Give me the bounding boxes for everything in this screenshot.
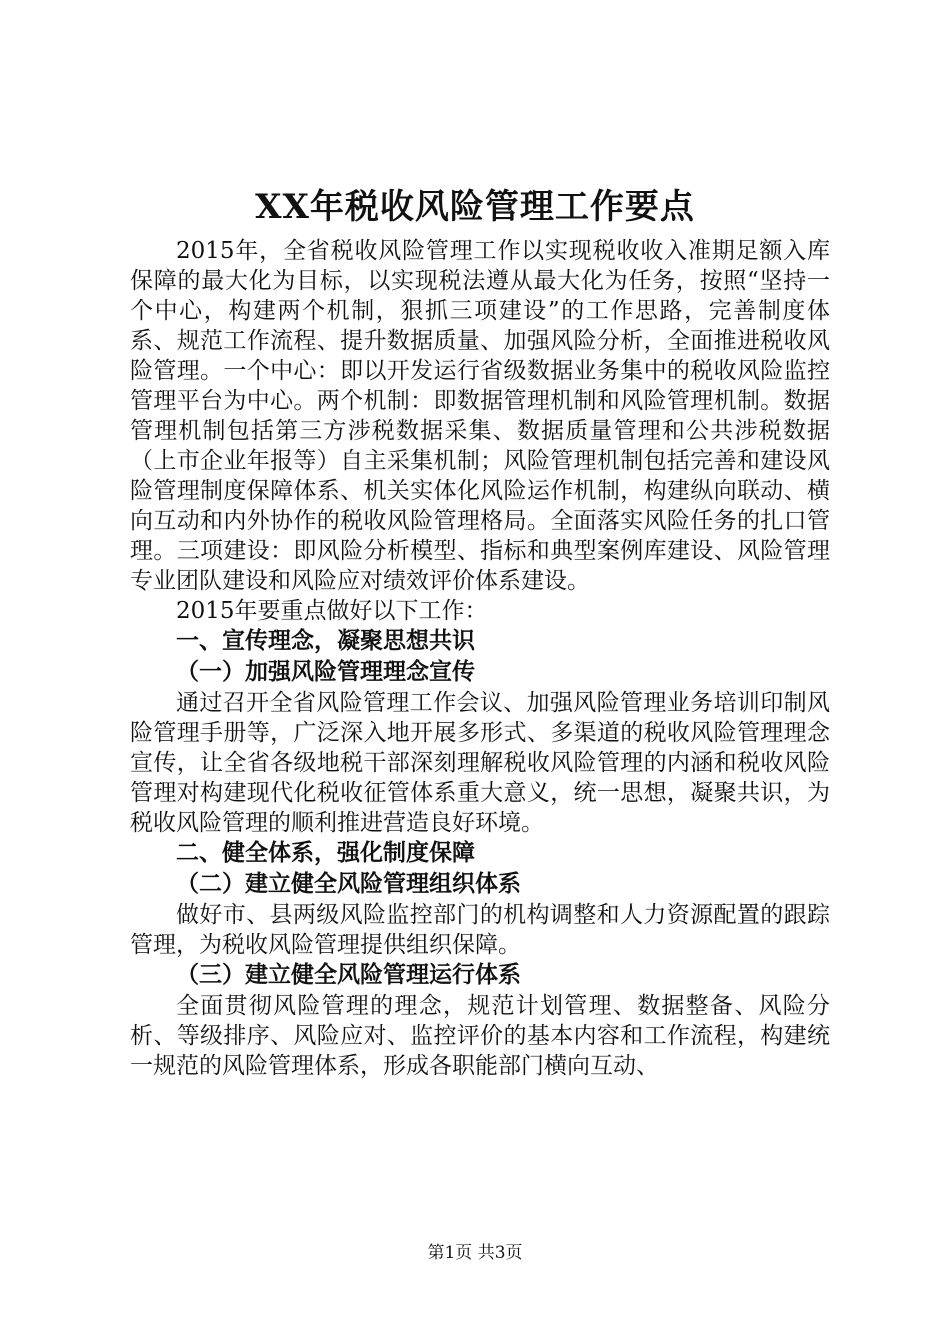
paragraph-key-work: 2015年要重点做好以下工作： bbox=[176, 598, 488, 624]
paragraph-organization: 做好市、县两级风险监控部门的机构调整和人力资源配置的跟踪管理，为税收风险管理提供组织保障。 bbox=[130, 902, 830, 958]
document-title: XX年税收风险管理工作要点 bbox=[255, 187, 695, 227]
section-heading-1: 一、宣传理念，凝聚思想共识 bbox=[176, 628, 475, 654]
subsection-heading-2: （二）建立健全风险管理组织体系 bbox=[176, 871, 521, 897]
subsection-heading-1: （一）加强风险管理理念宣传 bbox=[176, 659, 475, 685]
section-heading-2: 二、健全体系，强化制度保障 bbox=[176, 840, 475, 866]
paragraph-intro: 2015年，全省税收风险管理工作以实现税收收入准期足额入库保障的最大化为目标，以实现税法遵从最大化为任务，按照“坚持一个中心，构建两个机制，狠抓三项建设”的工作思路，完善制度体系、规范工作流程、提升数据质量、加强风险分析，全面推进税收风险管理。一个中心：即以开发运行省级数据业务集中的税收风险监控管理平台为中心。两个机制：即数据管理机制和风险管理机制。数据管理机制包括第三方涉税数据采集、数据质量管理和公共涉税数据（上市企业年报等）自主采集机制；风险管理机制包括完善和建设风险管理制度保障体系、机关实体化风险运作机制，构建纵向联动、横向互动和内外协作的税收风险管理格局。全面落实风险任务的扎口管理。三项建设：即风险分析模型、指标和典型案例库建设、风险管理专业团队建设和风险应对绩效评价体系建设。 bbox=[130, 238, 830, 594]
document-body bbox=[130, 236, 830, 1081]
paragraph-operation: 全面贯彻风险管理的理念，规范计划管理、数据整备、风险分析、等级排序、风险应对、监控评价的基本内容和工作流程，构建统一规范的风险管理体系，形成各职能部门横向互动、 bbox=[130, 993, 830, 1079]
page-number-footer: 第1页 共3页 bbox=[427, 1243, 523, 1263]
subsection-heading-3: （三）建立健全风险管理运行体系 bbox=[176, 962, 521, 988]
paragraph-publicity: 通过召开全省风险管理工作会议、加强风险管理业务培训印制风险管理手册等，广泛深入地开展多形式、多渠道的税收风险管理理念宣传，让全省各级地税干部深刻理解税收风险管理的内涵和税收风险管理对构建现代化税收征管体系重大意义，统一思想，凝聚共识，为税收风险管理的顺利推进营造良好环境。 bbox=[130, 690, 830, 836]
